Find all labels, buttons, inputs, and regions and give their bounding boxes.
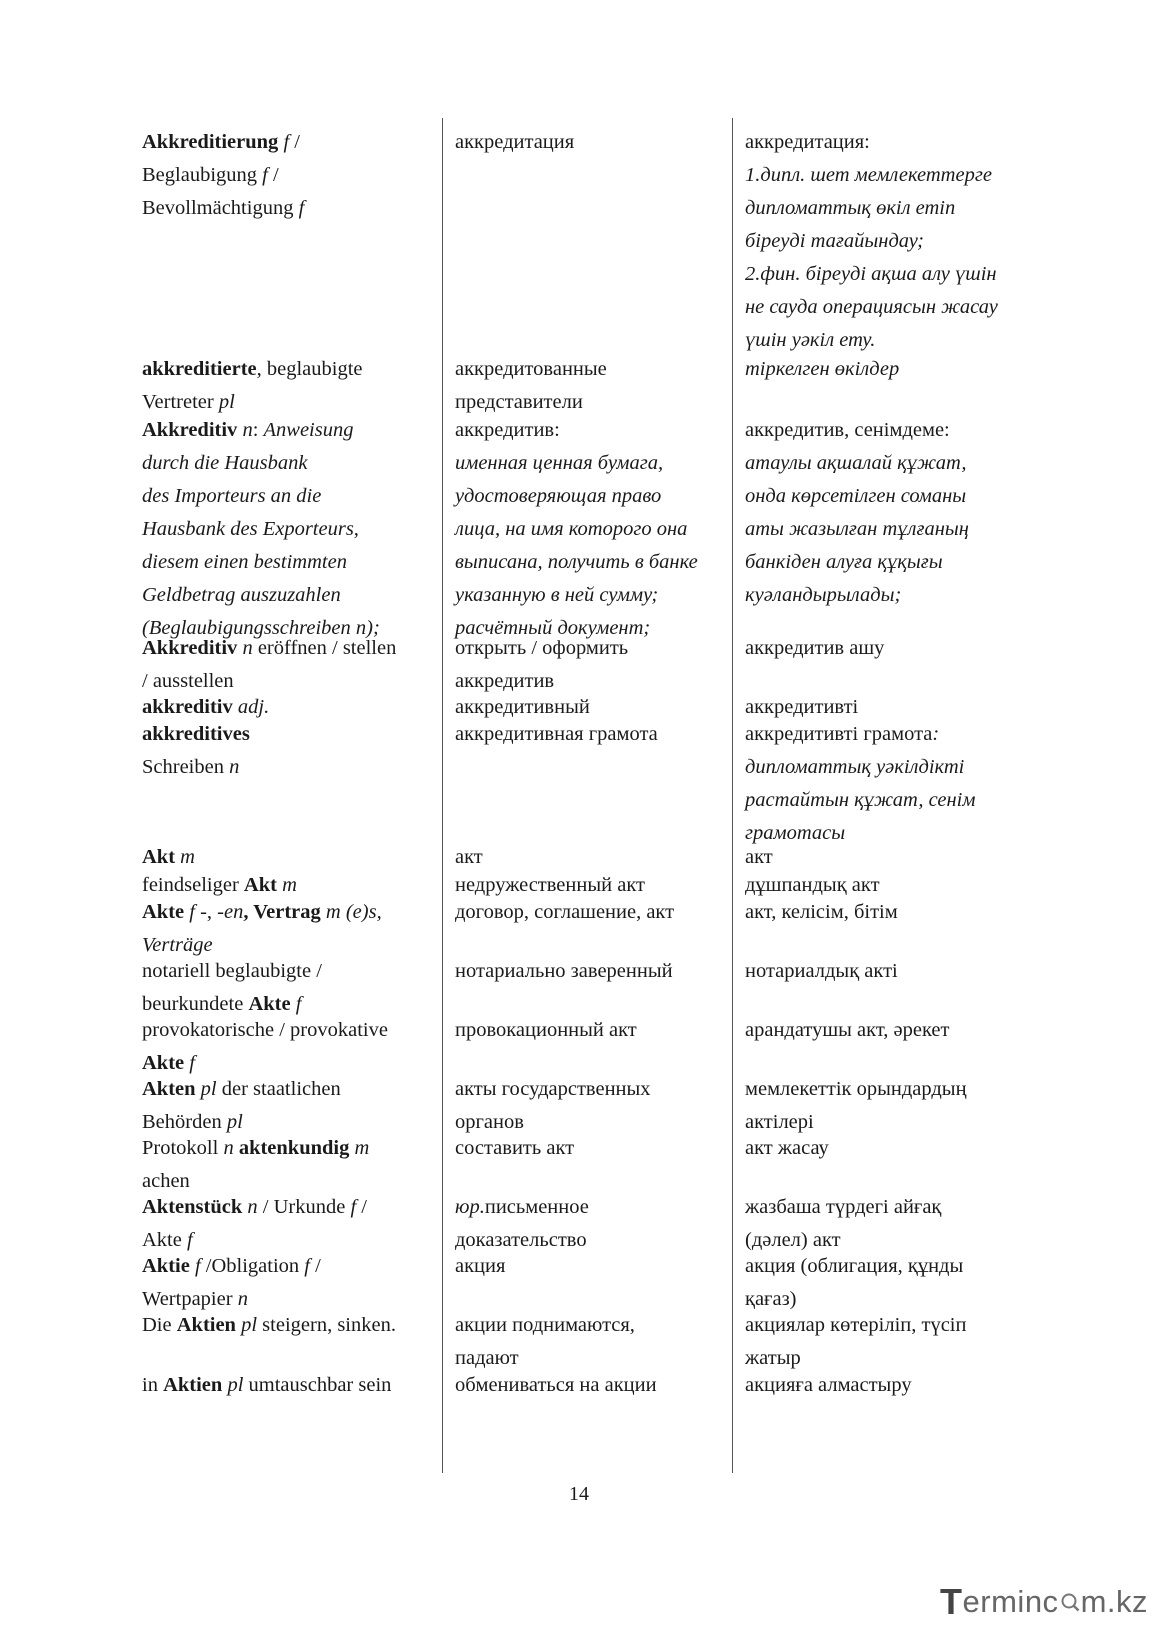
text-segment: n <box>237 637 253 659</box>
term-line <box>745 291 1055 324</box>
term-line <box>142 1073 442 1106</box>
text-segment: 1.дипл. шет мемлекеттерге <box>745 164 992 186</box>
text-segment: f <box>186 1229 193 1251</box>
text-segment: договор, соглашение, акт <box>455 901 675 923</box>
text-segment: составить акт <box>455 1137 575 1159</box>
term-line <box>745 353 1055 386</box>
german-term <box>142 632 442 698</box>
text-segment: , Vertrag <box>243 901 321 923</box>
text-segment: m <box>320 901 341 923</box>
term-line <box>142 1014 442 1047</box>
term-line <box>142 447 442 480</box>
term-line <box>745 955 1055 988</box>
text-segment: доказательство <box>455 1229 587 1251</box>
text-segment: Akte <box>248 993 291 1015</box>
russian-term <box>455 718 735 751</box>
text-segment: расчётный документ; <box>455 617 651 639</box>
text-segment: Schreiben <box>142 756 230 778</box>
term-line <box>745 1132 1055 1165</box>
text-segment: 2.фин. біреуді ақша алу үшін <box>745 263 997 285</box>
text-segment: акт жасау <box>745 1137 829 1159</box>
term-line <box>142 353 442 386</box>
text-segment: feindseliger <box>142 874 244 896</box>
text-segment: представители <box>455 391 583 413</box>
russian-term <box>455 632 735 698</box>
german-term <box>142 1369 442 1402</box>
term-line <box>142 192 442 225</box>
text-segment: f <box>304 1255 310 1277</box>
term-line <box>455 632 735 665</box>
text-segment: атаулы ақшалай құжат, <box>745 452 967 474</box>
text-segment: des Importeurs an die <box>142 485 322 507</box>
text-segment: письменное <box>484 1196 589 1218</box>
text-segment: куәландырылады; <box>745 584 902 606</box>
term-line <box>745 784 1055 817</box>
text-segment: /Obligation <box>200 1255 305 1277</box>
text-segment: pl <box>200 1078 217 1100</box>
term-line <box>142 1250 442 1283</box>
text-segment: именная ценная бумага, <box>455 452 664 474</box>
text-segment: не сауда операциясын жасау <box>745 296 998 318</box>
term-line <box>142 546 442 579</box>
text-segment: мемлекеттік орындардың <box>745 1078 967 1100</box>
russian-term <box>455 1309 735 1375</box>
german-term <box>142 955 442 1021</box>
text-segment: Vertreter <box>142 391 219 413</box>
term-line <box>142 632 442 665</box>
text-segment: дипломаттық уәкілдікті <box>745 756 965 778</box>
text-segment: / Urkunde <box>257 1196 351 1218</box>
term-line <box>142 1369 442 1402</box>
term-line <box>455 353 735 386</box>
kazakh-term <box>745 955 1055 988</box>
text-segment: Aktenstück <box>142 1196 243 1218</box>
kazakh-term <box>745 126 1055 357</box>
text-segment: f <box>290 993 302 1015</box>
german-term <box>142 1132 442 1198</box>
text-segment: m <box>276 874 297 896</box>
term-line <box>455 718 735 751</box>
text-segment: акт, келісім, бітім <box>745 901 898 923</box>
logo-letter: T <box>940 1581 963 1622</box>
text-segment: Akkreditiv <box>142 419 238 441</box>
russian-term <box>455 955 735 988</box>
text-segment: Behörden <box>142 1111 227 1133</box>
text-segment: Akt <box>243 874 277 896</box>
text-segment: akkreditiv <box>142 696 233 718</box>
term-line <box>142 414 442 447</box>
text-segment: акции поднимаются, <box>455 1314 635 1336</box>
german-term <box>142 1073 442 1139</box>
text-segment: Akte <box>142 1052 185 1074</box>
text-segment: Die <box>142 1314 177 1336</box>
term-line <box>745 546 1055 579</box>
logo-text-end: m.kz <box>1080 1584 1148 1619</box>
term-line <box>455 414 735 447</box>
kazakh-term <box>745 1191 1055 1257</box>
text-segment: акция (облигация, құнды <box>745 1255 964 1277</box>
text-segment: аккредитив ашу <box>745 637 885 659</box>
russian-term <box>455 126 735 159</box>
text-segment: растайтын құжат, сенім <box>745 789 976 811</box>
term-line <box>745 192 1055 225</box>
term-line <box>745 1073 1055 1106</box>
text-segment: n <box>237 419 253 441</box>
text-segment: notariell beglaubigte / <box>142 960 322 982</box>
text-segment: pl <box>226 1111 243 1133</box>
text-segment: Wertpapier <box>142 1288 238 1310</box>
text-segment: Protokoll <box>142 1137 224 1159</box>
term-line <box>142 513 442 546</box>
term-line <box>455 447 735 480</box>
text-segment: банкіден алуға құқығы <box>745 551 943 573</box>
kazakh-term <box>745 1132 1055 1165</box>
text-segment: diesem einen bestimmten <box>142 551 347 573</box>
term-line <box>455 546 735 579</box>
text-segment: Anweisung <box>263 419 354 441</box>
text-segment: аккредитивная грамота <box>455 723 658 745</box>
text-segment: -, <box>194 901 218 923</box>
term-line <box>142 1191 442 1224</box>
text-segment: открыть / оформить <box>455 637 629 659</box>
text-segment: pl <box>227 1374 244 1396</box>
russian-term <box>455 1369 735 1402</box>
text-segment: біреуді тағайындау; <box>745 230 924 252</box>
text-segment: akkreditives <box>142 723 250 745</box>
text-segment: удостоверяющая право <box>455 485 662 507</box>
text-segment: аккредитивті грамота <box>745 723 933 745</box>
text-segment: аккредитация: <box>745 131 870 153</box>
text-segment: указанную в ней сумму; <box>455 584 659 606</box>
text-segment: Akt <box>142 846 176 868</box>
text-segment: f <box>350 1196 357 1218</box>
term-line <box>142 1309 442 1342</box>
text-segment: Bevollmächtigung <box>142 197 299 219</box>
text-segment: лица, на имя которого она <box>455 518 688 540</box>
term-line <box>745 718 1055 751</box>
text-segment: аккредитивті <box>745 696 859 718</box>
russian-term <box>455 1250 735 1283</box>
text-segment: аты жазылған тұлғаның <box>745 518 969 540</box>
text-segment: / <box>289 131 300 153</box>
text-segment: обмениваться на акции <box>455 1374 657 1396</box>
text-segment: Akte <box>142 1229 187 1251</box>
term-line <box>745 1191 1055 1224</box>
german-term <box>142 1014 442 1080</box>
german-term <box>142 718 442 784</box>
term-line <box>745 751 1055 784</box>
term-line <box>142 579 442 612</box>
logo-text-mid: erminc <box>962 1584 1059 1619</box>
term-line <box>745 1309 1055 1342</box>
term-line <box>455 955 735 988</box>
text-segment: аккредитив <box>455 670 555 692</box>
text-segment: durch die Hausbank <box>142 452 308 474</box>
text-segment: Akkreditierung <box>142 131 279 153</box>
text-segment: тіркелген өкілдер <box>745 358 900 380</box>
text-segment: / ausstellen <box>142 670 234 692</box>
term-line <box>455 896 735 929</box>
russian-term <box>455 1014 735 1047</box>
term-line <box>745 632 1055 665</box>
text-segment: aktenkundig <box>233 1137 350 1159</box>
text-segment: akkreditierte <box>142 358 257 380</box>
text-segment: жатыр <box>745 1347 801 1369</box>
term-line <box>142 751 442 784</box>
text-segment: f <box>189 1255 201 1277</box>
text-segment: Verträge <box>142 934 213 956</box>
kazakh-term <box>745 353 1055 386</box>
term-line <box>745 896 1055 929</box>
kazakh-term <box>745 896 1055 929</box>
text-segment: eröffnen / stellen <box>252 637 397 659</box>
kazakh-term <box>745 1014 1055 1047</box>
kazakh-term <box>745 718 1055 850</box>
text-segment: акция <box>455 1255 506 1277</box>
term-line <box>455 1073 735 1106</box>
text-segment: f <box>184 1052 195 1074</box>
column-divider-left <box>442 118 443 1473</box>
german-term <box>142 1191 442 1257</box>
text-segment: provokatorische / provokative <box>142 1019 388 1041</box>
text-segment: -en <box>217 901 244 923</box>
term-line <box>455 1191 735 1224</box>
text-segment: выписана, получить в банке <box>455 551 698 573</box>
text-segment: / <box>356 1196 367 1218</box>
text-segment: аккредитив: <box>455 419 560 441</box>
term-line <box>455 1250 735 1283</box>
term-line <box>455 480 735 513</box>
german-term <box>142 896 442 962</box>
text-segment: Akte <box>142 901 185 923</box>
term-line <box>142 1132 442 1165</box>
text-segment: der staatlichen <box>216 1078 341 1100</box>
term-line <box>142 159 442 192</box>
text-segment: үшін уәкіл ету. <box>745 329 876 351</box>
text-segment: падают <box>455 1347 519 1369</box>
russian-term <box>455 1191 735 1257</box>
russian-term <box>455 1132 735 1165</box>
termincom-logo <box>940 1581 1148 1623</box>
text-segment: нотариалдық акті <box>745 960 898 982</box>
text-segment: акцияға алмастыру <box>745 1374 912 1396</box>
text-segment: umtauschbar sein <box>243 1374 392 1396</box>
term-line <box>455 1369 735 1402</box>
text-segment: дұшпандық акт <box>745 874 880 896</box>
text-segment: beurkundete <box>142 993 249 1015</box>
text-segment: Aktien <box>176 1314 236 1336</box>
text-segment: нотариально заверенный <box>455 960 673 982</box>
text-segment: (Beglaubigungsschreiben n); <box>142 617 380 639</box>
russian-term <box>455 896 735 929</box>
text-segment: аккредитив, сенімдеме: <box>745 419 950 441</box>
term-line <box>455 126 735 159</box>
text-segment: аккредитивный <box>455 696 590 718</box>
text-segment: Hausbank des Exporteurs, <box>142 518 359 540</box>
term-line <box>745 159 1055 192</box>
text-segment: : <box>932 723 940 745</box>
term-line <box>745 1369 1055 1402</box>
text-segment: achen <box>142 1170 190 1192</box>
text-segment: pl <box>218 391 235 413</box>
text-segment: акт <box>455 846 483 868</box>
text-segment: Geldbetrag auszuzahlen <box>142 584 341 606</box>
term-line <box>745 1014 1055 1047</box>
german-term <box>142 1250 442 1316</box>
term-line <box>745 1250 1055 1283</box>
text-segment: / <box>267 164 279 186</box>
text-segment: органов <box>455 1111 524 1133</box>
text-segment: in <box>142 1374 164 1396</box>
term-line <box>142 480 442 513</box>
text-segment: f <box>283 131 290 153</box>
text-segment: f <box>184 901 195 923</box>
term-line <box>142 955 442 988</box>
term-line <box>455 1132 735 1165</box>
text-segment: (дәлел) акт <box>745 1229 841 1251</box>
text-segment: акты государственных <box>455 1078 651 1100</box>
kazakh-term <box>745 1073 1055 1139</box>
german-term <box>142 353 442 419</box>
text-segment: Akten <box>142 1078 196 1100</box>
text-segment: Akkreditiv <box>142 637 238 659</box>
text-segment: m <box>349 1137 370 1159</box>
german-term <box>142 414 442 645</box>
text-segment: акт <box>745 846 773 868</box>
text-segment: дипломаттық өкіл етіп <box>745 197 956 219</box>
german-term <box>142 1309 442 1342</box>
text-segment: steigern, sinken. <box>257 1314 396 1336</box>
text-segment: юр. <box>455 1196 485 1218</box>
term-line <box>455 1014 735 1047</box>
term-line <box>745 414 1055 447</box>
text-segment: , beglaubigte <box>256 358 363 380</box>
text-segment: m <box>175 846 195 868</box>
kazakh-term <box>745 1250 1055 1316</box>
text-segment: f <box>298 197 305 219</box>
text-segment: провокационный акт <box>455 1019 637 1041</box>
text-segment: грамотасы <box>745 822 846 844</box>
text-segment: онда көрсетілген соманы <box>745 485 967 507</box>
page-number: 14 <box>569 1483 589 1505</box>
text-segment: / <box>310 1255 321 1277</box>
text-segment: Aktien <box>163 1374 223 1396</box>
text-segment: қағаз) <box>745 1288 797 1310</box>
text-segment: adj. <box>232 696 270 718</box>
text-segment: жазбаша түрдегі айғақ <box>745 1196 942 1218</box>
term-line <box>745 579 1055 612</box>
text-segment: n <box>223 1137 234 1159</box>
german-term <box>142 126 442 225</box>
term-line <box>745 513 1055 546</box>
term-line <box>455 513 735 546</box>
term-line <box>745 126 1055 159</box>
term-line <box>745 258 1055 291</box>
kazakh-term <box>745 1369 1055 1402</box>
text-segment: арандатушы акт, әрекет <box>745 1019 950 1041</box>
text-segment: n <box>242 1196 258 1218</box>
kazakh-term <box>745 1309 1055 1375</box>
term-line <box>142 718 442 751</box>
term-line <box>745 480 1055 513</box>
text-segment: актілері <box>745 1111 814 1133</box>
text-segment: n <box>229 756 240 778</box>
text-segment: аккредитованные <box>455 358 607 380</box>
kazakh-term <box>745 414 1055 612</box>
term-line <box>455 1309 735 1342</box>
text-segment: Aktie <box>142 1255 190 1277</box>
text-segment: f <box>262 164 268 186</box>
text-segment: n <box>237 1288 248 1310</box>
term-line <box>142 126 442 159</box>
term-line <box>745 447 1055 480</box>
text-segment: (e)s, <box>345 901 382 923</box>
text-segment: недружественный акт <box>455 874 645 896</box>
term-line <box>142 896 442 929</box>
text-segment: Beglaubigung <box>142 164 263 186</box>
russian-term <box>455 353 735 419</box>
text-segment: аккредитация <box>455 131 575 153</box>
text-segment: : <box>252 419 264 441</box>
term-line <box>745 225 1055 258</box>
russian-term <box>455 414 735 645</box>
text-segment: акциялар көтеріліп, түсіп <box>745 1314 967 1336</box>
magnifier-icon <box>1060 1592 1080 1612</box>
text-segment: pl <box>241 1314 258 1336</box>
kazakh-term <box>745 632 1055 665</box>
term-line <box>455 579 735 612</box>
russian-term <box>455 1073 735 1139</box>
